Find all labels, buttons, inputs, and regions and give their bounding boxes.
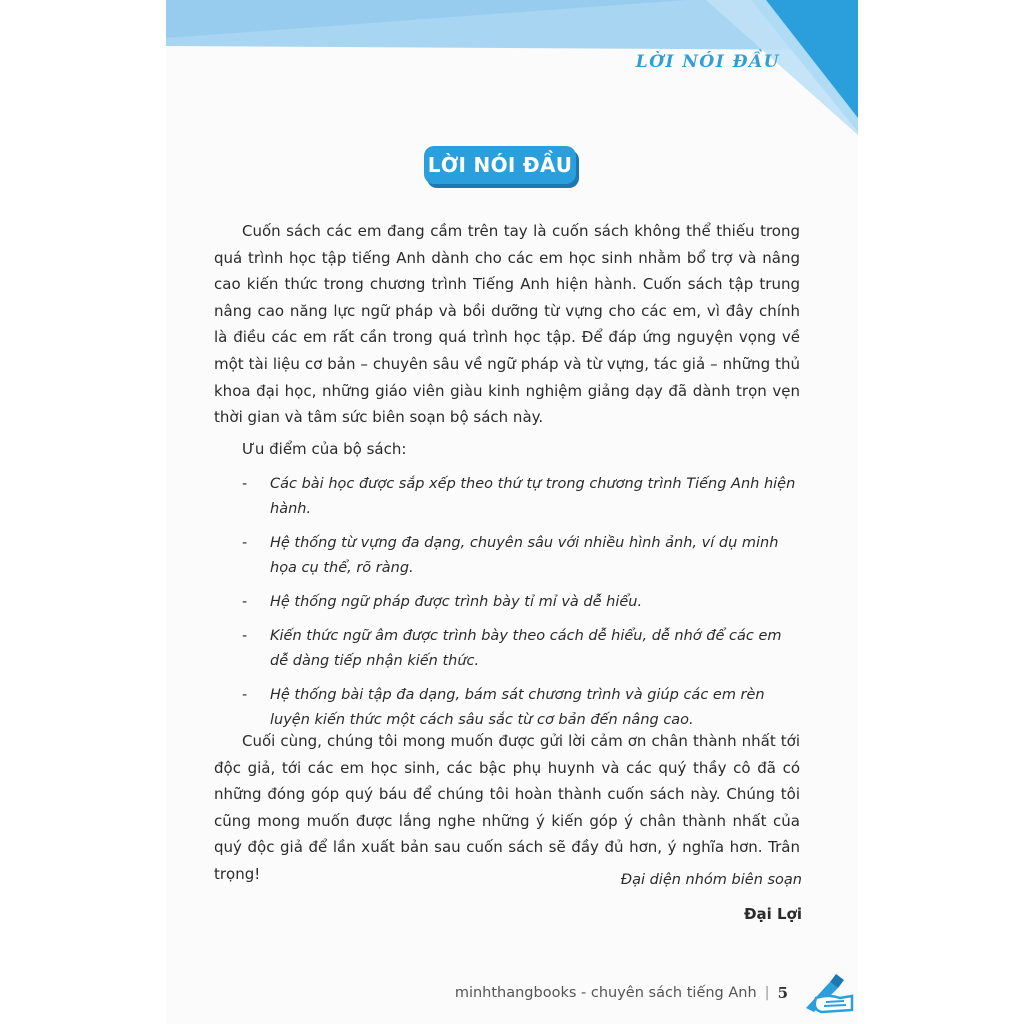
list-dash: - <box>242 535 248 551</box>
footer-text: minhthangbooks - chuyên sách tiếng Anh <box>454 985 757 1001</box>
list-dash: - <box>242 628 248 644</box>
footer-separator: | <box>764 985 770 1001</box>
list-item-text: Các bài học được sắp xếp theo thứ tự trong chương trình Tiếng Anh hiện hành. <box>270 476 796 517</box>
list-item <box>242 624 802 674</box>
page-title: LỜI NÓI ĐẦU <box>427 153 573 177</box>
page-footer <box>455 984 788 1002</box>
list-dash: - <box>242 476 248 492</box>
advantages-list <box>242 472 802 742</box>
intro-paragraph: Cuốn sách các em đang cầm trên tay là cuốn sách không thể thiếu trong quá trình học tập tiếng Anh dành cho các em học sinh nhằm bổ trợ và nâng cao kiến thức trong chương trình Tiếng Anh hiện hành. Cuốn sách tập trung nâng cao năng lực ngữ pháp và bồi dưỡng từ vựng cho các em, vì đây chính là điều các em rất cần trong quá trình học tập. Để đáp ứng nguyện vọng về một tài liệu cơ bản – chuyên sâu về ngữ pháp và từ vựng, tác giả – những thủ khoa đại học, những giáo viên giàu kinh nghiệm giảng dạy đã dành trọn vẹn thời gian và tâm sức biên soạn bộ sách này. <box>214 222 800 427</box>
page-number: 5 <box>777 984 788 1002</box>
list-dash: - <box>242 594 248 610</box>
signature-role: Đại diện nhóm biên soạn <box>620 872 802 888</box>
list-item-text: Hệ thống từ vựng đa dạng, chuyên sâu với nhiều hình ảnh, ví dụ minh họa cụ thể, rõ ràng. <box>270 535 779 576</box>
list-item <box>242 590 802 615</box>
closing-section <box>214 728 800 888</box>
list-item <box>242 472 802 522</box>
advantages-title: Ưu điểm của bộ sách: <box>242 440 407 458</box>
signature-name: Đại Lợi <box>743 905 802 923</box>
list-item-text: Hệ thống ngữ pháp được trình bày tỉ mỉ và dễ hiểu. <box>270 594 643 610</box>
book-page <box>166 0 858 1024</box>
header-section-label: LỜI NÓI ĐẦU <box>635 52 780 72</box>
hand-writing-icon <box>800 968 856 1016</box>
list-item-text: Kiến thức ngữ âm được trình bày theo cách dễ hiểu, dễ nhớ để các em dễ dàng tiếp nhận kiến thức. <box>270 628 782 669</box>
intro-section <box>214 218 800 431</box>
list-item <box>242 683 802 733</box>
list-dash: - <box>242 687 248 703</box>
closing-paragraph: Cuối cùng, chúng tôi mong muốn được gửi lời cảm ơn chân thành nhất tới độc giả, tới các em học sinh, các bậc phụ huynh và các quý thầy cô đã có những đóng góp quý báu để chúng tôi hoàn thành cuốn sách này. Chúng tôi cũng mong muốn được lắng nghe những ý kiến góp ý chân thành nhất của quý độc giả để lần xuất bản sau cuốn sách sẽ đầy đủ hơn, ý nghĩa hơn. Trân trọng! <box>214 732 800 883</box>
list-item-text: Hệ thống bài tập đa dạng, bám sát chương trình và giúp các em rèn luyện kiến thức một cách sâu sắc từ cơ bản đến nâng cao. <box>270 687 765 728</box>
list-item <box>242 531 802 581</box>
page-title-badge <box>424 146 576 184</box>
